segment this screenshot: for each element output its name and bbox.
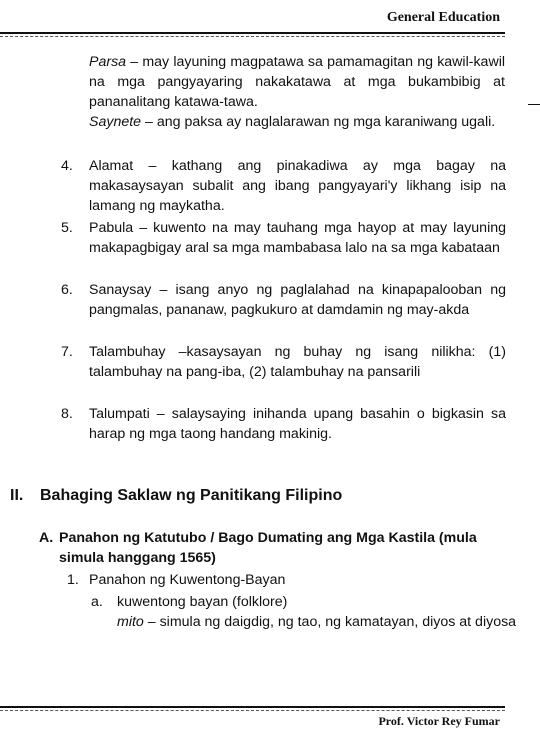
list-item-text: Pabula – kuwento na may tauhang mga hayop at may layuning makapagbigay aral sa mga mambabasa lalo na sa mga kabataan <box>89 220 506 256</box>
list-item <box>61 342 506 382</box>
subsection-a-small-letter: a. <box>91 594 103 610</box>
subsection-a <box>39 528 509 568</box>
footer-rule-dashed <box>0 710 505 711</box>
list-item-number: 8. <box>61 406 73 422</box>
page-footer-author: Prof. Victor Rey Fumar <box>378 714 500 728</box>
list-item-text: Talambuhay –kasaysayan ng buhay ng isang nilikha: (1) talambuhay na pang-iba, (2) talambuhay na pansarili <box>89 344 506 380</box>
saynete-text: – ang paksa ay naglalarawan ng mga karaniwang ugali. <box>141 114 496 130</box>
margin-dash <box>528 104 540 105</box>
mito-text: – simula ng daigdig, ng tao, ng kamatayan, diyos at diyosa <box>143 614 517 630</box>
subsection-a-small <box>91 592 287 612</box>
list-item-text: Alamat – kathang ang pinakadiwa ay mga bagay na makasaysayan subalit ang ibang pangyayari'y likhang isip na lamang ng maykatha. <box>89 158 506 214</box>
page-header-title: General Education <box>386 10 500 25</box>
subsection-1 <box>67 570 285 590</box>
parsa-term: Parsa <box>89 54 127 70</box>
list-item-number: 4. <box>61 158 73 174</box>
subsection-1-number: 1. <box>67 572 79 588</box>
parsa-definition <box>89 52 505 132</box>
list-item-number: 6. <box>61 282 73 298</box>
list-item <box>61 218 506 258</box>
subsection-1-text: Panahon ng Kuwentong-Bayan <box>89 572 286 588</box>
header-rule-dashed <box>0 36 505 37</box>
list-item-text: Sanaysay – isang anyo ng paglalahad na kinapapalooban ng pangmalas, pananaw, pagkukuro at damdamin ng may-akda <box>89 282 506 318</box>
section-number: II. <box>10 487 24 504</box>
list-item-number: 5. <box>61 220 73 236</box>
list-item <box>61 280 506 320</box>
list-item-text: Talumpati – salaysaying inihanda upang basahin o bigkasin sa harap ng mga taong handang makinig. <box>89 406 506 442</box>
list-item <box>61 404 506 444</box>
mito-term: mito <box>117 614 144 630</box>
subsection-a-small-text: kuwentong bayan (folklore) <box>117 594 288 610</box>
section-heading <box>10 486 342 506</box>
parsa-text: – may layuning magpatawa sa pamamagitan ng kawil-kawil na mga pangyayaring nakakatawa at mga bukambibig at pananalitang katawa-tawa. <box>89 54 505 110</box>
mito-definition <box>117 612 516 632</box>
section-title: Bahaging Saklaw ng Panitikang Filipino <box>40 487 343 504</box>
list-item-number: 7. <box>61 344 73 360</box>
list-item <box>61 156 506 216</box>
footer-rule <box>0 706 505 708</box>
subsection-a-text: Panahon ng Katutubo / Bago Dumating ang Mga Kastila (mula simula hanggang 1565) <box>59 530 477 566</box>
saynete-term: Saynete <box>89 114 142 130</box>
header-rule <box>0 32 505 34</box>
subsection-a-letter: A. <box>39 530 54 546</box>
